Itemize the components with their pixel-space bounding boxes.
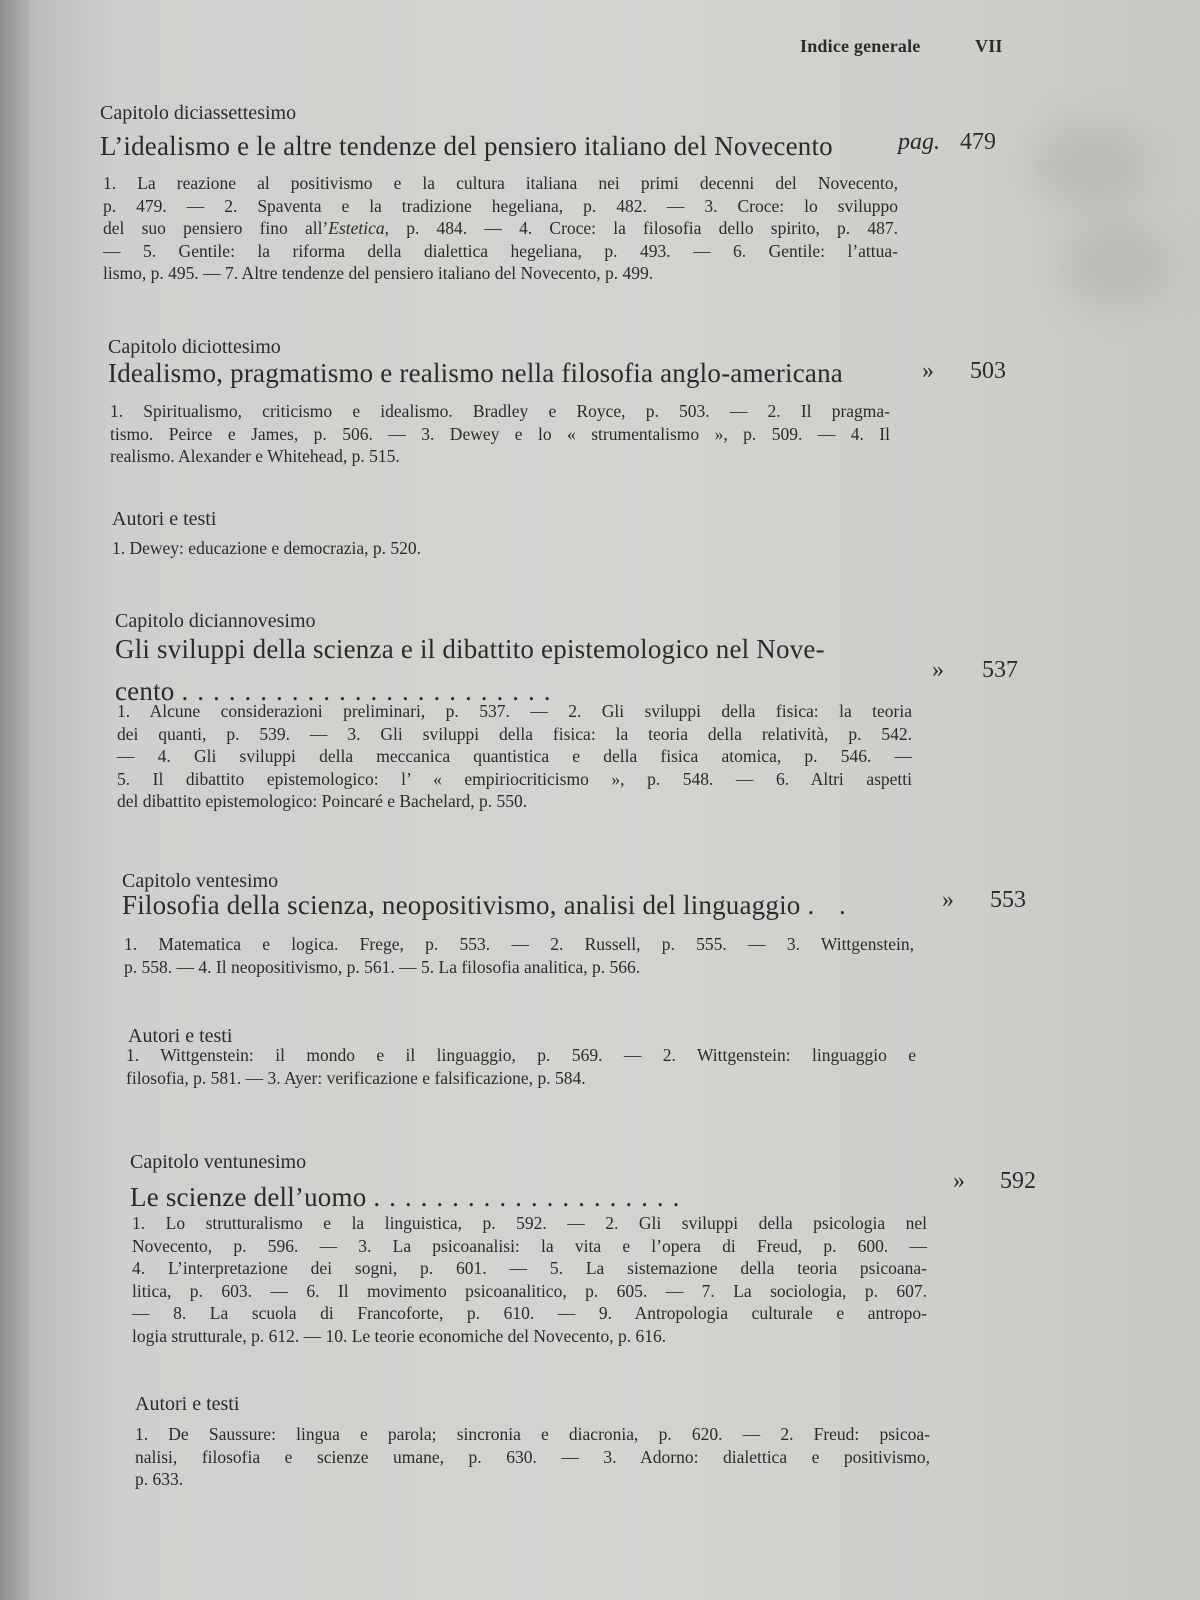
section-line: — 4. Gli sviluppi della meccanica quantistica e della fisica atomica, p. 546. —: [117, 746, 912, 766]
section-line: tismo. Peirce e James, p. 506. — 3. Dewey e lo « strumentalismo », p. 509. — 4. Il: [110, 423, 890, 444]
authors-texts-list: [135, 1423, 930, 1491]
chapter-label: Capitolo diciannovesimo: [115, 610, 316, 632]
chapter-sections: [103, 172, 898, 285]
page-number: VII: [975, 36, 1003, 56]
chapter-page: 479: [960, 129, 996, 155]
chapter-page: 592: [1000, 1168, 1036, 1194]
authors-texts-label: Autori e testi: [112, 508, 217, 530]
chapter-label: Capitolo ventunesimo: [130, 1151, 307, 1173]
section-line: 5. Il dibattito epistemologico: l’ « empiriocriticismo », p. 548. — 6. Altri aspetti: [117, 768, 912, 789]
page-prefix: pag.: [898, 129, 940, 155]
section-line: 1. La reazione al positivismo e la cultura italiana nei primi decenni del Novecento,: [103, 173, 898, 193]
section-line: — 8. La scuola di Francoforte, p. 610. — 9. Antropologia culturale e antropo-: [132, 1303, 927, 1323]
chapter-page: 537: [982, 657, 1018, 683]
chapter-label: Capitolo diciottesimo: [108, 336, 281, 358]
section-line: 1. Matematica e logica. Frege, p. 553. — 2. Russell, p. 555. — 3. Wittgenstein,: [124, 934, 914, 954]
page-prefix: »: [922, 358, 934, 384]
section-line: del suo pensiero fino all’Estetica, p. 484. — 4. Croce: la filosofia dello spirito, p. 487.: [103, 218, 899, 238]
section-line: 1. Lo strutturalismo e la linguistica, p. 592. — 2. Gli sviluppi della psicologia nel: [132, 1213, 927, 1233]
bleed-through-smudge: [1030, 120, 1150, 210]
authors-texts-label: Autori e testi: [128, 1025, 233, 1047]
section-line: litica, p. 603. — 6. Il movimento psicoanalitico, p. 605. — 7. La sociologia, p. 607.: [132, 1280, 927, 1301]
chapter-title: Le scienze dell’uomo ....................: [130, 1182, 689, 1212]
section-line: 1. Spiritualismo, criticismo e idealismo. Bradley e Royce, p. 503. — 2. Il pragma-: [110, 401, 890, 421]
authors-texts-label: Autori e testi: [135, 1393, 240, 1415]
section-line: 4. L’interpretazione dei sogni, p. 601. — 5. La sistemazione della teoria psicoana-: [132, 1258, 927, 1278]
reading-line: 1. De Saussure: lingua e parola; sincronia e diacronia, p. 620. — 2. Freud: psicoa-: [135, 1424, 930, 1444]
chapter-title: Idealismo, pragmatismo e realismo nella filosofia anglo-americana: [108, 358, 843, 388]
section-line: dei quanti, p. 539. — 3. Gli sviluppi della fisica: la teoria della relatività, p. 542.: [117, 723, 912, 744]
chapter-label: Capitolo ventesimo: [122, 870, 279, 892]
section-line: Novecento, p. 596. — 3. La psicoanalisi: la vita e l’opera di Freud, p. 600. —: [132, 1235, 927, 1256]
chapter-title: Filosofia della scienza, neopositivismo, analisi del linguaggio . .: [122, 890, 855, 920]
authors-texts-list: [112, 537, 907, 560]
page-prefix: »: [932, 657, 944, 683]
section-line: 1. Alcune considerazioni preliminari, p. 537. — 2. Gli sviluppi della fisica: la teoria: [117, 701, 912, 721]
reading-line: nalisi, filosofia e scienze umane, p. 630. — 3. Adorno: dialettica e positivismo,: [135, 1446, 930, 1467]
bleed-through-smudge: [1060, 220, 1170, 310]
chapter-page: 503: [970, 358, 1006, 384]
section-line: p. 479. — 2. Spaventa e la tradizione hegeliana, p. 482. — 3. Croce: lo sviluppo: [103, 195, 898, 216]
reading-line: filosofia, p. 581. — 3. Ayer: verificazione e falsificazione, p. 584.: [126, 1067, 586, 1088]
chapter-sections: [110, 400, 890, 468]
reading-line: 1. Wittgenstein: il mondo e il linguaggio, p. 569. — 2. Wittgenstein: linguaggio e: [126, 1045, 916, 1065]
running-header-title: Indice generale: [800, 36, 921, 56]
reading-line: p. 633.: [135, 1469, 184, 1489]
page-prefix: »: [953, 1168, 965, 1194]
chapter-title-continued: cento ........................: [115, 676, 560, 706]
chapter-sections: [124, 933, 914, 978]
page-prefix: »: [942, 887, 954, 913]
authors-texts-list: [126, 1044, 916, 1089]
section-line: realismo. Alexander e Whitehead, p. 515.: [110, 446, 400, 466]
page-gutter-shadow: [0, 0, 30, 1600]
reading-line: 1. Dewey: educazione e democrazia, p. 520.: [112, 538, 422, 558]
section-line: p. 558. — 4. Il neopositivismo, p. 561. — 5. La filosofia analitica, p. 566.: [124, 956, 641, 977]
section-line: del dibattito epistemologico: Poincaré e Bachelard, p. 550.: [117, 791, 528, 811]
chapter-label: Capitolo diciassettesimo: [100, 102, 297, 124]
section-line: — 5. Gentile: la riforma della dialettica hegeliana, p. 493. — 6. Gentile: l’attua-: [103, 240, 898, 261]
chapter-sections: [117, 700, 912, 813]
chapter-page: 553: [990, 887, 1026, 913]
section-line: lismo, p. 495. — 7. Altre tendenze del pensiero italiano del Novecento, p. 499.: [103, 263, 654, 283]
section-line: logia strutturale, p. 612. — 10. Le teorie economiche del Novecento, p. 616.: [132, 1325, 667, 1346]
chapter-title: Gli sviluppi della scienza e il dibattito epistemologico nel Nove-: [115, 634, 825, 664]
chapter-sections: [132, 1212, 927, 1347]
chapter-title: L’idealismo e le altre tendenze del pensiero italiano del Novecento: [100, 131, 833, 161]
